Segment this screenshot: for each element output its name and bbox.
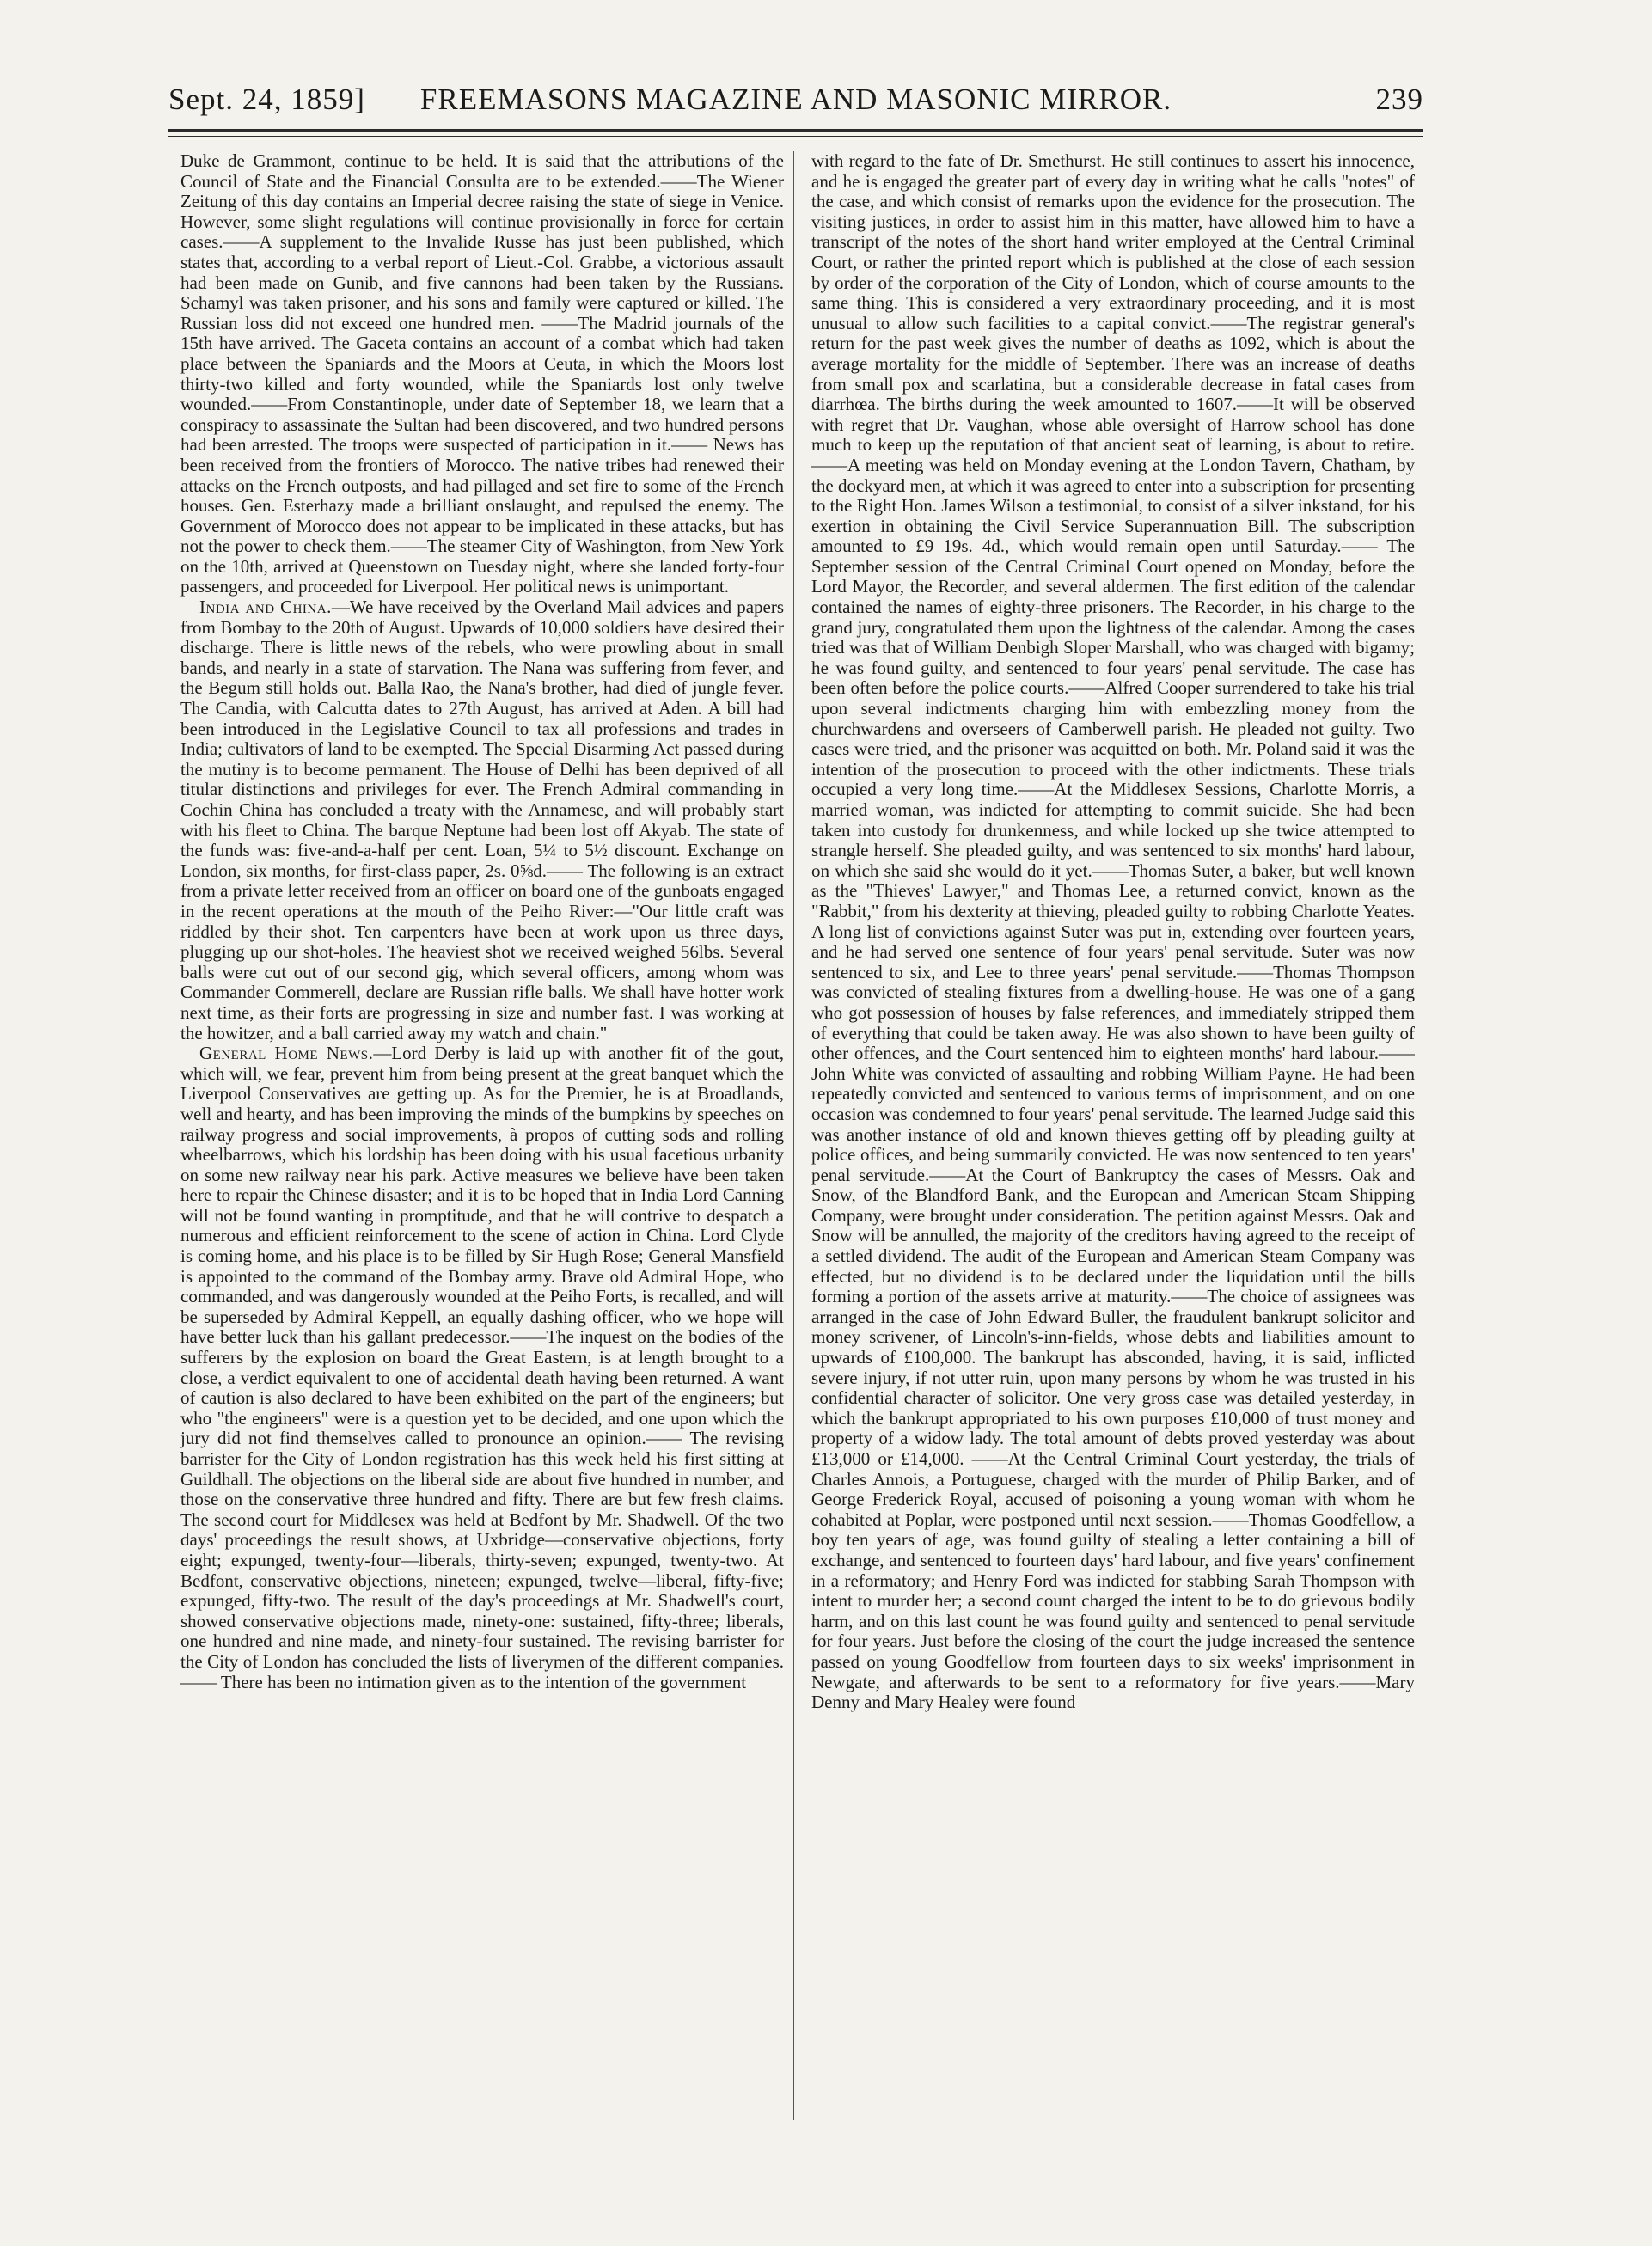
column-divider [793,151,794,2120]
header-rule-thick [168,129,1423,132]
header-rule-thin [168,136,1423,137]
section-heading-india-china: India and China. [199,597,332,618]
left-paragraph-india-china [180,597,784,1043]
india-china-text: —We have received by the Overland Mail advices and papers from Bombay to the 20th of August. Upwards of 10,000 soldiers have desired their discharge. There is little news of the rebels, who were prowling about in small bands, and nearly in a state of starvation. The Nana was suffering from fever, and the Begum still holds out. Balla Rao, the Nana's brother, had died of jungle fever. The Candia, with Calcutta dates to 27th August, has arrived at Aden. A bill had been introduced in the Legislative Council to tax all professions and trades in India; cultivators of land to be exempted. The Special Disarming Act passed during the mutiny is to become permanent. The House of Delhi has been deprived of all titular distinctions and privileges for ever. The French Admiral commanding in Cochin China has concluded a treaty with the Annamese, and will probably start with his fleet to China. The barque Neptune had been lost off Akyab. The state of the funds was: five-and-a-half per cent. Loan, 5¼ to 5½ discount. Exchange on London, six months, for first-class paper, 2s. 0⅝d.—— The following is an extract from a private letter received from an officer on board one of the gunboats engaged in the recent operations at the mouth of the Peiho River:—"Our little craft was riddled by their shot. Ten carpenters have been at work upon us three days, plugging up our shot-holes. The heaviest shot we received weighed 56lbs. Several balls were cut out of our second gig, which several officers, among whom was Commander Commerell, declare are Russian rifle balls. We shall have hotter work next time, as their forts are progressing in size and number fast. I was working at the howitzer, and a ball carried away my watch and chain." [180,597,784,1043]
left-paragraph-home-news [180,1043,784,1692]
header-date: Sept. 24, 1859] [168,83,365,116]
left-column [180,151,784,2128]
left-paragraph-foreign-news: Duke de Grammont, continue to be held. It is said that the attributions of the Council of State and the Financial Consulta are to be extended.——The Wiener Zeitung of this day contains an Imperial decree raising the state of siege in Venice. However, some slight regulations will continue provisionally in force for certain cases.——A supplement to the Invalide Russe has just been published, which states that, according to a verbal report of Lieut.-Col. Grabbe, a victorious assault had been made on Gunib, and five cannons had been taken by the Russians. Schamyl was taken prisoner, and his sons and family were captured or killed. The Russian loss did not exceed one hundred men. ——The Madrid journals of the 15th have arrived. The Gaceta contains an account of a combat which had taken place between the Spaniards and the Moors at Ceuta, in which the Moors lost thirty-two killed and forty wounded, while the Spaniards lost only twelve wounded.——From Constantinople, under date of September 18, we learn that a conspiracy to assassinate the Sultan had been discovered, and two hundred persons had been arrested. The troops were suspected of participation in it.—— News has been received from the frontiers of Morocco. The native tribes had renewed their attacks on the French outposts, and had pillaged and set fire to some of the French houses. Gen. Esterhazy made a brilliant onslaught, and repulsed the enemy. The Government of Morocco does not appear to be implicated in these attacks, but has not the power to check them.——The steamer City of Washington, from New York on the 10th, arrived at Queenstown on Tuesday night, where she landed forty-four passengers, and proceeded for Liverpool. Her political news is unimportant. [180,151,784,597]
header-title: FREEMASONS MAGAZINE AND MASONIC MIRROR. [419,83,1172,116]
home-news-text: —Lord Derby is laid up with another fit of the gout, which will, we fear, prevent him from being present at the great banquet which the Liverpool Conservatives are getting up. As for the Premier, he is at Broadlands, well and hearty, and has been improving the minds of the bumpkins by speeches on railway progress and social improvements, à propos of cutting sods and rolling wheelbarrows, which his lordship has been doing with his usual facetious urbanity on some new railway near his park. Active measures we believe have been taken here to repair the Chinese disaster; and it is to be hoped that in India Lord Canning will not be found wanting in promptitude, and that he will contrive to despatch a numerous and efficient reinforcement to the scene of action in China. Lord Clyde is coming home, and his place is to be filled by Sir Hugh Rose; General Mansfield is appointed to the command of the Bombay army. Brave old Admiral Hope, who commanded, and was dangerously wounded at the Peiho Forts, is recalled, and will be superseded by Admiral Keppell, an equally dashing officer, who we hope will have better luck than his gallant predecessor.——The inquest on the bodies of the sufferers by the explosion on board the Great Eastern, is at length brought to a close, a verdict equivalent to one of accidental death having been returned. A want of caution is also declared to have been exhibited on the part of the engineers; but who "the engineers" were is a question yet to be decided, and one upon which the jury did not find themselves called to pronounce an opinion.—— The revising barrister for the City of London registration has this week held his first sitting at Guildhall. The objections on the liberal side are about five hundred in number, and those on the conservative three hundred and fifty. There are but few fresh claims. The second court for Middlesex was held at Bedfont by Mr. Shadwell. Of the two days' proceedings the result shows, at Uxbridge—conservative objections, forty eight; expunged, twenty-four—liberals, thirty-seven; expunged, twenty-two. At Bedfont, conservative objections, nineteen; expunged, twelve—liberal, fifty-five; expunged, fifty-two. The result of the day's proceedings at Mr. Shadwell's court, showed conservative objections made, ninety-one: sustained, fifty-three; liberals, one hundred and nine made, and ninety-four sustained. The revising barrister for the City of London has concluded the lists of liverymen of the different companies.—— There has been no intimation given as to the intention of the government [180,1043,784,1692]
section-heading-home-news: General Home News. [199,1043,374,1064]
page-number: 239 [1375,83,1423,116]
running-header [168,83,1423,124]
right-paragraph-news: with regard to the fate of Dr. Smethurst. He still continues to assert his innocence, and he is engaged the greater part of every day in writing what he calls "notes" of the case, and which consist of remarks upon the evidence for the prosecution. The visiting justices, in order to assist him in this matter, have allowed him to have a transcript of the notes of the short hand writer employed at the Central Criminal Court, or rather the printed report which is published at the close of each session by order of the corporation of the City of London, which of course amounts to the same thing. This is considered a very extraordinary proceeding, and it is most unusual to allow such facilities to a capital convict.——The registrar general's return for the past week gives the number of deaths as 1092, which is about the average mortality for the middle of September. There was an increase of deaths from small pox and scarlatina, but a considerable decrease in fatal cases from diarrhœa. The births during the week amounted to 1607.——It will be observed with regret that Dr. Vaughan, whose able oversight of Harrow school has done much to keep up the reputation of that ancient seat of learning, is about to retire.——A meeting was held on Monday evening at the London Tavern, Chatham, by the dockyard men, at which it was agreed to enter into a subscription for presenting to the Right Hon. James Wilson a testimonial, to consist of a silver inkstand, for his exertion in obtaining the Civil Service Superannuation Bill. The subscription amounted to £9 19s. 4d., which would remain open until Saturday.—— The September session of the Central Criminal Court opened on Monday, before the Lord Mayor, the Recorder, and several aldermen. The first edition of the calendar contained the names of eighty-three prisoners. The Recorder, in his charge to the grand jury, congratulated them upon the lightness of the calendar. Among the cases tried was that of William Denbigh Sloper Marshall, who was charged with bigamy; he was found guilty, and sentenced to four years' penal servitude. The case has been often before the police courts.——Alfred Cooper surrendered to take his trial upon several indictments charging him with embezzling money from the churchwardens and overseers of Camberwell parish. He pleaded not guilty. Two cases were tried, and the prisoner was acquitted on both. Mr. Poland said it was the intention of the prosecution to proceed with the other indictments. These trials occupied a very long time.——At the Middlesex Sessions, Charlotte Morris, a married woman, was indicted for attempting to commit suicide. She had been taken into custody for drunkenness, and while locked up she twice attempted to strangle herself. She pleaded guilty, and was sentenced to six months' hard labour, on which she said she would do it yet.——Thomas Suter, a baker, but well known as the "Thieves' Lawyer," and Thomas Lee, a returned convict, known as the "Rabbit," from his dexterity at thieving, pleaded guilty to robbing Charlotte Yeates. A long list of convictions against Suter was put in, extending over fourteen years, and he had served one sentence of four years' penal servitude. Suter was now sentenced to six, and Lee to three years' penal servitude.——Thomas Thompson was convicted of stealing fixtures from a dwelling-house. He was one of a gang who got possession of houses by false references, and immediately stripped them of everything that could be taken away. He was also shown to have been guilty of other offences, and the Court sentenced him to eighteen months' hard labour.——John White was convicted of assaulting and robbing William Payne. He had been repeatedly convicted and sentenced to various terms of imprisonment, and on one occasion was condemned to four years' penal servitude. The learned Judge said this was another instance of old and known thieves getting off by pleading guilty at police offices, and being summarily convicted. He was now sentenced to ten years' penal servitude.——At the Court of Bankruptcy the cases of Messrs. Oak and Snow, of the Blandford Bank, and the European and American Steam Shipping Company, were brought under consideration. The petition against Messrs. Oak and Snow will be annulled, the majority of the creditors having agreed to the receipt of a settled dividend. The audit of the European and American Steam Company was effected, but no dividend is to be declared under the liquidation until the bills forming a portion of the assets arrive at maturity.——The choice of assignees was arranged in the case of John Edward Buller, the fraudulent bankrupt solicitor and money scrivener, of Lincoln's-inn-fields, whose debts and liabilities amount to upwards of £100,000. The bankrupt has absconded, having, it is said, inflicted severe injury, if not utter ruin, upon many persons by whom he was trusted in his confidential character of solicitor. One very gross case was detailed yesterday, in which the bankrupt appropriated to his own purposes £10,000 of trust money and property of a widow lady. The total amount of debts proved yesterday was about £13,000 or £14,000. ——At the Central Criminal Court yesterday, the trials of Charles Annois, a Portuguese, charged with the murder of Philip Barker, and of George Frederick Royal, accused of poisoning a young woman with whom he cohabited at Poplar, were postponed until next session.——Thomas Goodfellow, a boy ten years of age, was found guilty of stealing a letter containing a bill of exchange, and sentenced to fourteen days' hard labour, and five years' confinement in a reformatory; and Henry Ford was indicted for stabbing Sarah Thompson with intent to murder her; a second count charged the intent to be to do grievous bodily harm, and on this last count he was found guilty and sentenced to penal servitude for four years. Just before the closing of the court the judge increased the sentence passed on young Goodfellow from fourteen days to six weeks' imprisonment in Newgate, and afterwards to be sent to a reformatory for five years.——Mary Denny and Mary Healey were found [811,151,1415,1713]
right-column [811,151,1415,2128]
